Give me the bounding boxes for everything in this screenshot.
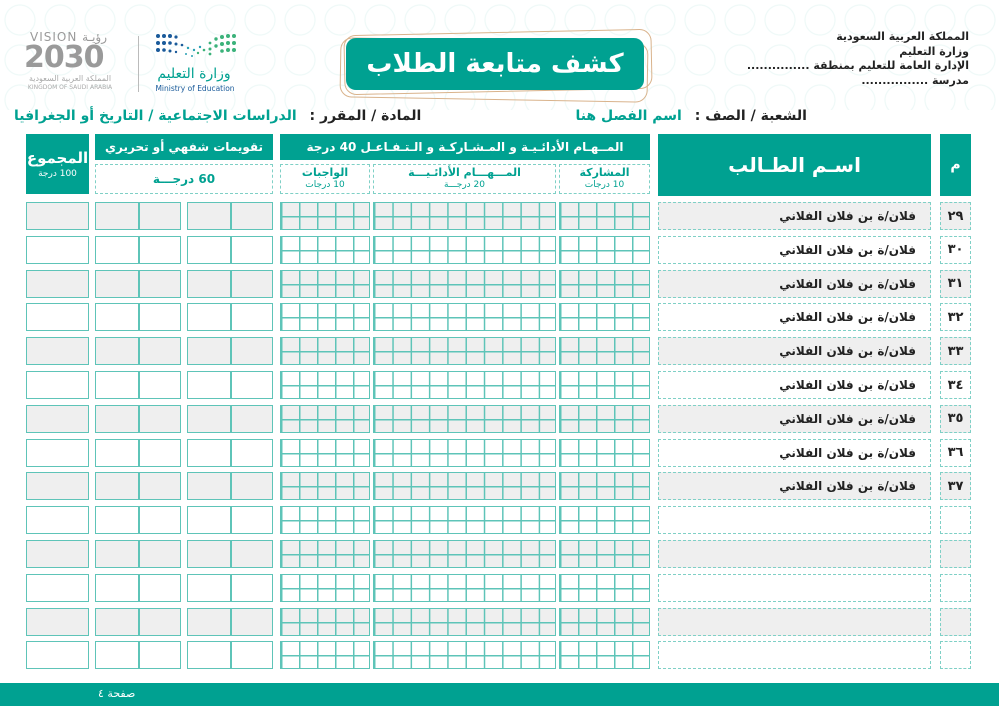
org-line-country: المملكة العربية السعودية bbox=[836, 30, 969, 43]
student-name-cell[interactable] bbox=[658, 540, 931, 568]
table-row bbox=[0, 472, 999, 502]
subject-label: المادة / المقرر : bbox=[309, 108, 422, 124]
participation-grid[interactable] bbox=[559, 574, 650, 602]
student-number-cell: ٣٦ bbox=[940, 439, 971, 467]
org-line-school: مدرسة ................ bbox=[861, 73, 969, 87]
student-number-cell bbox=[940, 641, 971, 669]
oral-written-cell[interactable] bbox=[95, 540, 181, 568]
total-cell[interactable] bbox=[26, 641, 89, 669]
oral-written-cell[interactable] bbox=[95, 472, 181, 500]
table-row bbox=[0, 540, 999, 570]
header-tasks bbox=[373, 164, 556, 194]
student-name-cell[interactable]: فلان/ة بن فلان الفلاني bbox=[658, 371, 931, 399]
tasks-grid[interactable] bbox=[373, 405, 556, 433]
oral-written-cell[interactable] bbox=[187, 236, 273, 264]
participation-grid[interactable] bbox=[559, 641, 650, 669]
homework-grid[interactable] bbox=[280, 337, 370, 365]
header-tasks-group: المــهـام الأدائـيـة و المـشـاركـة و الـتـفـاعـل 40 درجة bbox=[280, 134, 650, 160]
student-name-cell[interactable]: فلان/ة بن فلان الفلاني bbox=[658, 337, 931, 365]
oral-written-cell[interactable] bbox=[95, 236, 181, 264]
total-cell[interactable] bbox=[26, 303, 89, 331]
student-number-cell: ٣٠ bbox=[940, 236, 971, 264]
header-oral-written-degrees bbox=[95, 164, 273, 194]
student-name-cell[interactable]: فلان/ة بن فلان الفلاني bbox=[658, 202, 931, 230]
header-participation bbox=[559, 164, 650, 194]
oral-written-cell[interactable] bbox=[95, 202, 181, 230]
oral-written-cell[interactable] bbox=[187, 608, 273, 636]
total-cell[interactable] bbox=[26, 574, 89, 602]
header-homework bbox=[280, 164, 370, 194]
table-row bbox=[0, 608, 999, 638]
participation-grid[interactable] bbox=[559, 472, 650, 500]
student-name-cell[interactable]: فلان/ة بن فلان الفلاني bbox=[658, 303, 931, 331]
student-number-cell bbox=[940, 574, 971, 602]
total-cell[interactable] bbox=[26, 439, 89, 467]
total-cell[interactable] bbox=[26, 506, 89, 534]
oral-written-cell[interactable] bbox=[187, 270, 273, 298]
tasks-grid[interactable] bbox=[373, 236, 556, 264]
participation-grid[interactable] bbox=[559, 270, 650, 298]
oral-written-degrees: 60 درجـــة bbox=[152, 172, 216, 186]
org-line-directorate: الإدارة العامة للتعليم بمنطقة ............... bbox=[746, 59, 969, 72]
participation-grid[interactable] bbox=[559, 202, 650, 230]
homework-grid[interactable] bbox=[280, 608, 370, 636]
organization-info bbox=[747, 30, 969, 88]
student-name-cell[interactable]: فلان/ة بن فلان الفلاني bbox=[658, 270, 931, 298]
homework-grid[interactable] bbox=[280, 236, 370, 264]
oral-written-cell[interactable] bbox=[95, 337, 181, 365]
total-cell[interactable] bbox=[26, 608, 89, 636]
total-cell[interactable] bbox=[26, 371, 89, 399]
participation-grid[interactable] bbox=[559, 371, 650, 399]
student-number-cell bbox=[940, 608, 971, 636]
oral-written-cell[interactable] bbox=[187, 472, 273, 500]
oral-written-cell[interactable] bbox=[95, 506, 181, 534]
tasks-grid[interactable] bbox=[373, 641, 556, 669]
homework-degrees: 10 درجات bbox=[305, 180, 345, 190]
oral-written-cell[interactable] bbox=[95, 303, 181, 331]
participation-grid[interactable] bbox=[559, 506, 650, 534]
oral-written-cell[interactable] bbox=[187, 506, 273, 534]
total-degrees: 100 درجة bbox=[38, 169, 77, 179]
homework-grid[interactable] bbox=[280, 506, 370, 534]
participation-grid[interactable] bbox=[559, 337, 650, 365]
homework-grid[interactable] bbox=[280, 540, 370, 568]
header-number: م bbox=[940, 134, 971, 196]
oral-written-cell[interactable] bbox=[95, 371, 181, 399]
oral-written-cell[interactable] bbox=[187, 337, 273, 365]
student-name-cell[interactable]: فلان/ة بن فلان الفلاني bbox=[658, 439, 931, 467]
vision-label: VISION رؤيـة bbox=[30, 30, 108, 44]
total-cell[interactable] bbox=[26, 540, 89, 568]
table-row bbox=[0, 270, 999, 300]
total-cell[interactable] bbox=[26, 202, 89, 230]
oral-written-cell[interactable] bbox=[187, 405, 273, 433]
homework-grid[interactable] bbox=[280, 270, 370, 298]
oral-written-cell[interactable] bbox=[187, 574, 273, 602]
oral-written-cell[interactable] bbox=[95, 608, 181, 636]
student-name-cell[interactable]: فلان/ة بن فلان الفلاني bbox=[658, 236, 931, 264]
subject-info bbox=[14, 108, 421, 124]
tasks-grid[interactable] bbox=[373, 371, 556, 399]
logo-divider bbox=[138, 36, 139, 92]
student-number-cell: ٢٩ bbox=[940, 202, 971, 230]
org-line-ministry: وزارة التعليم bbox=[899, 44, 969, 58]
student-number-cell bbox=[940, 506, 971, 534]
oral-written-cell[interactable] bbox=[187, 303, 273, 331]
ministry-logo bbox=[150, 30, 240, 92]
table-row bbox=[0, 641, 999, 671]
tasks-grid[interactable] bbox=[373, 337, 556, 365]
table-row bbox=[0, 337, 999, 367]
table-row bbox=[0, 236, 999, 266]
tasks-grid[interactable] bbox=[373, 608, 556, 636]
oral-written-cell[interactable] bbox=[95, 574, 181, 602]
oral-written-cell[interactable] bbox=[95, 405, 181, 433]
oral-written-cell[interactable] bbox=[95, 270, 181, 298]
student-number-cell: ٣٥ bbox=[940, 405, 971, 433]
participation-grid[interactable] bbox=[559, 439, 650, 467]
homework-title: الواجبات bbox=[301, 166, 349, 179]
vision-number: 2030 bbox=[24, 40, 104, 75]
ministry-name-arabic: وزارة التعليم bbox=[157, 66, 231, 82]
table-row bbox=[0, 439, 999, 469]
subject-value[interactable]: الدراسات الاجتماعية / التاريخ أو الجغرافيا bbox=[14, 108, 297, 124]
homework-grid[interactable] bbox=[280, 641, 370, 669]
student-number-cell: ٣٧ bbox=[940, 472, 971, 500]
header-total bbox=[26, 134, 89, 194]
total-cell[interactable] bbox=[26, 270, 89, 298]
class-label: الشعبة / الصف : bbox=[694, 108, 807, 124]
table-row bbox=[0, 574, 999, 604]
homework-grid[interactable] bbox=[280, 371, 370, 399]
student-name-cell[interactable] bbox=[658, 641, 931, 669]
student-number-cell bbox=[940, 540, 971, 568]
total-cell[interactable] bbox=[26, 337, 89, 365]
title-banner bbox=[340, 36, 652, 94]
participation-grid[interactable] bbox=[559, 236, 650, 264]
student-name-cell[interactable]: فلان/ة بن فلان الفلاني bbox=[658, 405, 931, 433]
oral-written-cell[interactable] bbox=[95, 641, 181, 669]
footer-bar bbox=[0, 683, 999, 706]
ministry-dots-icon bbox=[150, 30, 240, 64]
tasks-title: المـــهـــام الأدائـيـــة bbox=[408, 166, 521, 179]
participation-grid[interactable] bbox=[559, 608, 650, 636]
table-row bbox=[0, 506, 999, 536]
header-student-name: اسـم الطـالب bbox=[658, 134, 931, 196]
tasks-grid[interactable] bbox=[373, 439, 556, 467]
table-row bbox=[0, 405, 999, 435]
homework-grid[interactable] bbox=[280, 472, 370, 500]
tasks-degrees: 20 درجـــة bbox=[444, 180, 485, 190]
participation-grid[interactable] bbox=[559, 405, 650, 433]
oral-written-cell[interactable] bbox=[187, 540, 273, 568]
total-cell[interactable] bbox=[26, 472, 89, 500]
student-name-cell[interactable] bbox=[658, 574, 931, 602]
homework-grid[interactable] bbox=[280, 303, 370, 331]
homework-grid[interactable] bbox=[280, 439, 370, 467]
total-cell[interactable] bbox=[26, 405, 89, 433]
oral-written-cell[interactable] bbox=[187, 202, 273, 230]
student-number-cell: ٣٢ bbox=[940, 303, 971, 331]
vision-country-arabic: المملكة العربية السعودية bbox=[28, 74, 112, 83]
table-row bbox=[0, 202, 999, 232]
tasks-grid[interactable] bbox=[373, 303, 556, 331]
oral-written-cell[interactable] bbox=[187, 371, 273, 399]
vision-2030-logo bbox=[24, 30, 124, 94]
oral-written-cell[interactable] bbox=[95, 439, 181, 467]
oral-written-cell[interactable] bbox=[187, 439, 273, 467]
total-cell[interactable] bbox=[26, 236, 89, 264]
participation-grid[interactable] bbox=[559, 540, 650, 568]
tasks-grid[interactable] bbox=[373, 506, 556, 534]
vision-country-english: KINGDOM OF SAUDI ARABIA bbox=[27, 84, 113, 91]
homework-grid[interactable] bbox=[280, 405, 370, 433]
class-info bbox=[575, 108, 807, 124]
table-row bbox=[0, 371, 999, 401]
table-row bbox=[0, 303, 999, 333]
student-name-cell[interactable] bbox=[658, 608, 931, 636]
page-title: كشف متابعة الطلاب bbox=[346, 38, 644, 90]
tasks-grid[interactable] bbox=[373, 574, 556, 602]
student-number-cell: ٣٣ bbox=[940, 337, 971, 365]
tasks-grid[interactable] bbox=[373, 540, 556, 568]
participation-degrees: 10 درجات bbox=[584, 180, 625, 190]
participation-title: المشاركة bbox=[579, 166, 630, 179]
tasks-grid[interactable] bbox=[373, 270, 556, 298]
participation-grid[interactable] bbox=[559, 303, 650, 331]
ministry-name-english: Ministry of Education bbox=[155, 84, 235, 93]
homework-grid[interactable] bbox=[280, 574, 370, 602]
student-number-cell: ٣١ bbox=[940, 270, 971, 298]
tasks-grid[interactable] bbox=[373, 202, 556, 230]
tasks-grid[interactable] bbox=[373, 472, 556, 500]
class-value[interactable]: اسم الفصل هنا bbox=[575, 108, 682, 124]
page-number: صفحة ٤ bbox=[98, 687, 136, 700]
total-title: المجموع bbox=[26, 149, 89, 167]
student-name-cell[interactable] bbox=[658, 506, 931, 534]
oral-written-cell[interactable] bbox=[187, 641, 273, 669]
homework-grid[interactable] bbox=[280, 202, 370, 230]
header-oral-written: تقويمات شفهي أو تحريري bbox=[95, 134, 273, 160]
student-name-cell[interactable]: فلان/ة بن فلان الفلاني bbox=[658, 472, 931, 500]
student-number-cell: ٣٤ bbox=[940, 371, 971, 399]
